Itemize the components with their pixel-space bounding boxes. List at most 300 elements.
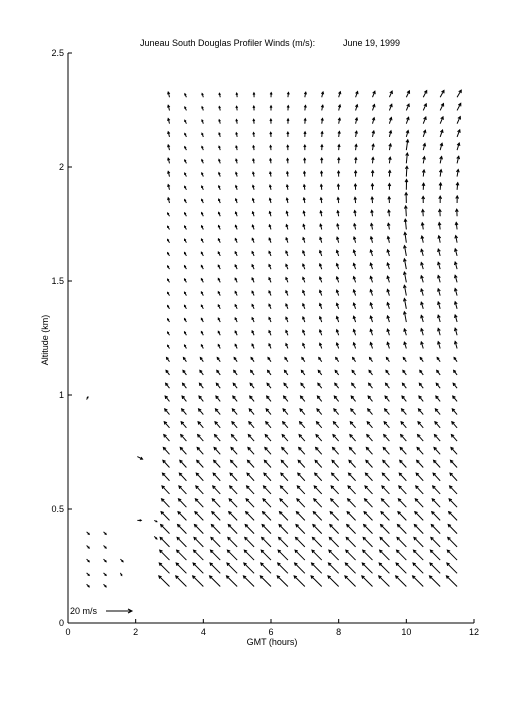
wind-vector — [455, 222, 458, 229]
wind-vector — [235, 305, 237, 309]
wind-vector — [457, 156, 460, 163]
wind-vector — [318, 370, 321, 375]
wind-vector — [457, 143, 460, 150]
wind-vector — [168, 213, 170, 216]
wind-vector — [270, 132, 272, 137]
wind-vector — [287, 92, 289, 97]
wind-vector — [87, 573, 90, 576]
wind-vector — [332, 473, 339, 481]
wind-vector — [332, 447, 338, 454]
wind-vector — [168, 226, 170, 229]
y-tick-label: 1 — [58, 390, 64, 400]
wind-vector — [185, 160, 187, 163]
wind-vector — [303, 238, 305, 243]
wind-vector — [384, 422, 389, 428]
wind-vector — [320, 237, 322, 242]
wind-vector — [316, 422, 321, 428]
wind-vector — [364, 512, 372, 521]
wind-vector — [184, 332, 186, 335]
wind-vector — [423, 157, 426, 164]
wind-vector — [423, 91, 427, 98]
wind-vector — [320, 211, 322, 216]
wind-vector — [336, 303, 338, 309]
wind-vector — [318, 383, 322, 388]
wind-vector — [381, 499, 389, 507]
wind-vector — [321, 92, 323, 97]
wind-vector — [202, 120, 204, 124]
wind-vector — [185, 200, 187, 203]
wind-vector — [386, 370, 389, 375]
wind-vector — [250, 396, 254, 401]
wind-vector — [363, 537, 372, 547]
wind-vector — [364, 524, 373, 533]
wind-vector — [336, 317, 338, 323]
wind-vector — [161, 512, 169, 521]
wind-vector — [185, 94, 187, 97]
wind-vector — [405, 193, 408, 203]
wind-vector — [338, 118, 340, 124]
wind-vector — [164, 422, 169, 428]
wind-vector — [355, 144, 357, 150]
wind-vector — [252, 291, 254, 295]
wind-vector — [218, 252, 220, 256]
x-tick-label: 8 — [336, 627, 342, 637]
wind-vector — [269, 198, 271, 203]
wind-vector — [336, 264, 338, 270]
wind-vector — [388, 170, 391, 176]
wind-vector — [303, 304, 305, 309]
wind-vector — [351, 396, 355, 401]
wind-vector — [184, 345, 186, 348]
wind-vector — [280, 499, 288, 507]
wind-vector — [417, 460, 424, 467]
wind-vector — [247, 486, 255, 494]
wind-vector — [317, 409, 322, 415]
wind-vector — [261, 550, 271, 560]
wind-vector — [388, 210, 391, 216]
wind-vector — [277, 576, 288, 587]
wind-vector — [286, 185, 288, 190]
wind-vector — [286, 264, 288, 269]
wind-vector — [250, 383, 254, 388]
wind-vector — [454, 262, 457, 269]
wind-vector — [353, 343, 355, 349]
wind-vector — [154, 520, 157, 521]
wind-vector — [197, 447, 203, 454]
wind-vector — [218, 331, 220, 335]
wind-vector — [185, 133, 187, 136]
wind-vector — [214, 447, 220, 454]
wind-vector — [87, 397, 88, 400]
wind-vector — [449, 512, 457, 521]
wind-vector — [200, 357, 203, 361]
wind-vector — [195, 499, 203, 507]
wind-vector — [286, 330, 288, 335]
wind-vector — [451, 435, 457, 442]
wind-vector — [365, 473, 372, 481]
wind-vector — [347, 512, 355, 521]
wind-vector — [304, 92, 306, 97]
wind-vector — [454, 288, 457, 295]
wind-vector — [353, 263, 355, 269]
wind-vector — [350, 435, 356, 442]
wind-vector — [252, 225, 254, 229]
wind-vector — [329, 537, 338, 547]
wind-vector — [279, 537, 288, 547]
wind-vector — [235, 331, 237, 335]
wind-vector — [420, 357, 423, 361]
wind-vector — [164, 435, 170, 442]
wind-vector — [403, 285, 406, 295]
x-axis-label: GMT (hours) — [246, 637, 298, 647]
wind-vector — [235, 278, 237, 282]
wind-vector — [251, 357, 254, 361]
wind-vector — [185, 226, 187, 229]
wind-vector — [183, 370, 186, 375]
wind-vector — [385, 409, 390, 415]
wind-vector — [252, 238, 254, 242]
wind-vector — [137, 457, 142, 460]
wind-vector — [252, 278, 254, 282]
wind-vector — [457, 130, 460, 137]
wind-vector — [367, 422, 372, 428]
wind-vector — [338, 105, 340, 111]
wind-vector — [454, 249, 457, 256]
wind-vector — [283, 409, 288, 415]
wind-vector — [421, 302, 424, 309]
wind-vector — [332, 460, 339, 467]
wind-vector — [296, 512, 304, 521]
wind-vector — [298, 473, 305, 481]
wind-vector — [370, 263, 373, 269]
wind-vector — [252, 212, 254, 216]
wind-vector — [338, 131, 340, 137]
wind-vector — [404, 206, 407, 216]
wind-vector — [355, 105, 357, 111]
wind-vector — [336, 330, 338, 336]
wind-vector — [321, 105, 323, 110]
wind-vector — [213, 486, 221, 494]
wind-vector — [421, 289, 424, 296]
wind-vector — [300, 396, 304, 401]
wind-vector — [402, 409, 407, 415]
wind-vector — [372, 144, 375, 150]
wind-vector — [321, 132, 323, 137]
wind-vector — [210, 550, 220, 560]
wind-vector — [227, 563, 237, 573]
wind-vector — [165, 409, 170, 415]
wind-vector — [396, 563, 406, 573]
wind-vector — [202, 133, 204, 137]
wind-vector — [202, 199, 204, 203]
wind-vector — [211, 537, 220, 547]
wind-vector — [421, 236, 424, 243]
wind-vector — [304, 132, 306, 137]
wind-vector — [267, 383, 271, 388]
wind-vector — [406, 91, 409, 97]
wind-vector — [389, 131, 392, 137]
wind-vector — [163, 447, 169, 454]
wind-vector — [335, 383, 339, 388]
wind-vector — [372, 104, 375, 110]
wind-vector — [178, 524, 187, 533]
wind-vector — [235, 252, 237, 256]
wind-vector — [166, 383, 170, 388]
wind-vector — [247, 473, 254, 481]
wind-vector — [299, 447, 305, 454]
wind-vector — [269, 291, 271, 296]
wind-vector — [406, 130, 409, 136]
wind-vector — [370, 224, 373, 230]
wind-vector — [457, 103, 461, 110]
wind-vector — [249, 422, 254, 428]
wind-vector — [218, 265, 220, 269]
wind-vector — [303, 185, 305, 190]
wind-vector — [320, 198, 322, 203]
wind-vector — [400, 447, 406, 454]
wind-vector — [421, 262, 424, 269]
wind-vector — [253, 172, 255, 176]
wind-vector — [454, 341, 457, 348]
wind-vector — [349, 447, 355, 454]
wind-vector — [353, 250, 355, 256]
wind-vector — [457, 117, 460, 124]
wind-vector — [286, 251, 288, 256]
wind-vector — [298, 460, 305, 467]
wind-vector — [450, 460, 457, 467]
wind-vector — [252, 199, 254, 203]
wind-vector — [355, 131, 357, 137]
wind-vector — [193, 576, 204, 587]
wind-vector — [304, 145, 306, 150]
wind-vector — [454, 370, 457, 375]
wind-vector — [401, 435, 407, 442]
wind-vector — [201, 252, 203, 256]
wind-vector — [184, 319, 186, 322]
wind-vector — [321, 158, 323, 163]
wind-vector — [303, 211, 305, 216]
wind-vector — [371, 197, 374, 203]
x-tick-label: 10 — [401, 627, 412, 637]
wind-vector — [269, 251, 271, 256]
wind-vector — [303, 224, 305, 229]
wind-vector — [387, 250, 390, 256]
wind-vector — [269, 172, 271, 177]
wind-vector — [438, 209, 441, 216]
wind-vector — [379, 576, 390, 587]
wind-vector — [262, 537, 271, 547]
wind-vector — [423, 117, 426, 124]
wind-vector — [388, 197, 391, 203]
wind-vector — [456, 169, 459, 176]
wind-vector — [297, 499, 305, 507]
wind-vector — [284, 370, 287, 375]
wind-vector — [320, 224, 322, 229]
wind-vector — [416, 486, 424, 494]
wind-vector — [366, 447, 372, 454]
wind-vector — [296, 524, 305, 533]
wind-vector — [196, 473, 203, 481]
wind-vector — [303, 264, 305, 269]
wind-vector — [387, 223, 390, 229]
wind-vector — [253, 119, 255, 123]
wind-vector — [448, 524, 457, 533]
wind-vector — [404, 329, 407, 335]
wind-vector — [381, 524, 390, 533]
wind-vector — [345, 563, 355, 573]
wind-vector — [286, 211, 288, 216]
wind-vector — [104, 573, 107, 576]
wind-vector — [297, 486, 305, 494]
wind-vector — [303, 343, 305, 348]
y-tick-label: 2.5 — [51, 48, 64, 58]
wind-vector — [398, 512, 406, 521]
wind-vector — [178, 499, 186, 507]
wind-vector — [194, 550, 204, 560]
wind-vector — [270, 93, 272, 98]
wind-vector — [439, 170, 442, 177]
wind-vector — [422, 183, 425, 190]
wind-vector — [87, 584, 90, 587]
wind-vector — [281, 460, 288, 467]
wind-vector — [202, 107, 204, 111]
wind-vector — [253, 93, 255, 97]
wind-vector — [160, 537, 169, 547]
x-tick-label: 4 — [200, 627, 206, 637]
wind-vector — [210, 563, 220, 573]
wind-vector — [176, 563, 186, 573]
wind-vector — [416, 473, 423, 481]
wind-vector — [184, 266, 186, 269]
wind-vector — [279, 524, 288, 533]
wind-vector — [387, 263, 390, 269]
wind-vector — [321, 145, 323, 150]
wind-vector — [320, 171, 322, 176]
wind-vector — [286, 344, 288, 349]
wind-vector — [348, 473, 355, 481]
wind-vector — [303, 277, 305, 282]
wind-vector — [403, 272, 406, 282]
wind-vector — [370, 290, 373, 296]
wind-vector — [198, 435, 204, 442]
wind-vector — [280, 486, 288, 494]
wind-vector — [159, 576, 170, 587]
wind-vector — [284, 396, 288, 401]
wind-vector — [218, 345, 220, 349]
wind-vector — [348, 486, 356, 494]
wind-vector — [438, 342, 441, 349]
wind-vector — [353, 237, 355, 243]
wind-vector — [185, 239, 187, 242]
x-tick-label: 12 — [468, 627, 480, 637]
wind-vector — [399, 473, 406, 481]
wind-vector — [370, 329, 373, 335]
wind-vector — [403, 298, 406, 308]
wind-vector — [303, 330, 305, 335]
wind-vector — [168, 198, 170, 203]
wind-vector — [261, 563, 271, 573]
wind-vector — [389, 104, 392, 110]
wind-vector — [439, 183, 442, 190]
wind-vector — [334, 396, 338, 401]
wind-vector — [372, 118, 375, 124]
wind-vector — [405, 179, 408, 189]
wind-vector — [385, 396, 389, 401]
wind-vector — [162, 486, 170, 494]
wind-vector — [454, 275, 457, 282]
wind-vector — [252, 304, 254, 308]
y-ticks — [51, 48, 72, 628]
wind-vector — [415, 512, 423, 521]
wind-vector — [387, 303, 390, 309]
wind-vector — [450, 486, 458, 494]
wind-vector — [219, 173, 221, 177]
y-tick-label: 0 — [58, 618, 64, 628]
wind-vector — [381, 512, 389, 521]
wind-vector — [245, 524, 254, 533]
wind-vector — [168, 171, 170, 176]
wind-vector — [439, 196, 442, 203]
wind-vector — [452, 422, 457, 428]
wind-vector — [404, 246, 407, 256]
wind-vector — [268, 370, 271, 375]
chart-title: Juneau South Douglas Profiler Winds (m/s): — [140, 38, 316, 48]
wind-vector — [304, 119, 306, 124]
wind-vector — [397, 524, 406, 533]
wind-vector — [369, 357, 372, 361]
wind-vector — [440, 130, 443, 137]
wind-vector — [137, 520, 141, 522]
wind-vector — [319, 330, 321, 335]
wind-vector — [185, 186, 187, 189]
wind-vector — [181, 422, 186, 428]
wind-vector — [440, 104, 443, 111]
wind-vector — [422, 196, 425, 203]
wind-vector — [421, 342, 424, 349]
wind-vector — [159, 563, 169, 573]
wind-vector — [286, 225, 288, 230]
wind-vector — [373, 91, 376, 97]
wind-vector — [212, 512, 220, 521]
wind-vector — [314, 499, 322, 507]
wind-vector — [235, 265, 237, 269]
wind-vector — [231, 435, 237, 442]
wind-vector — [194, 524, 203, 533]
wind-vector — [333, 435, 339, 442]
wind-vector — [438, 315, 441, 322]
wind-vector — [397, 537, 406, 547]
wind-vector — [278, 550, 288, 560]
wind-vector — [316, 447, 322, 454]
wind-vector — [406, 117, 409, 123]
wind-vector — [337, 211, 339, 217]
wind-vector — [218, 292, 220, 296]
wind-vector — [182, 396, 186, 401]
wind-vector — [219, 186, 221, 190]
wind-vector — [316, 435, 322, 442]
wind-vector — [215, 409, 220, 415]
wind-vector — [202, 146, 204, 150]
wind-vector — [452, 409, 457, 415]
wind-vector — [362, 576, 373, 587]
wind-vector — [423, 130, 426, 137]
wind-vector — [294, 576, 305, 587]
wind-vector — [370, 343, 373, 349]
wind-vector — [183, 357, 186, 361]
wind-vector — [253, 133, 255, 137]
wind-vector — [269, 265, 271, 270]
wind-vector — [303, 291, 305, 296]
